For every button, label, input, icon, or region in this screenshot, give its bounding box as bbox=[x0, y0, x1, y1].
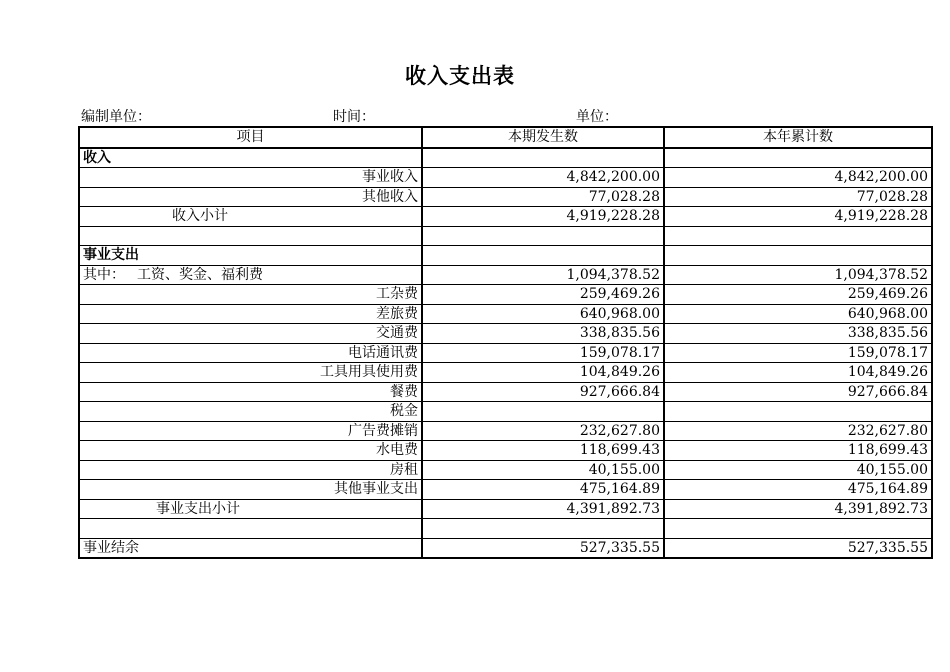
row-label: 广告费摊销 bbox=[79, 421, 422, 441]
empty-cell bbox=[664, 246, 932, 266]
row-label: 餐费 bbox=[79, 382, 422, 402]
row-label-prefix: 其中： bbox=[83, 266, 125, 283]
subtotal-label: 事业支出小计 bbox=[79, 499, 422, 519]
table-header-row bbox=[79, 127, 932, 148]
subtotal-period-value: 4,391,892.73 bbox=[422, 499, 664, 519]
row-ytd-value: 338,835.56 bbox=[664, 324, 932, 344]
row-label bbox=[79, 265, 422, 285]
row-ytd-value bbox=[664, 402, 932, 422]
row-label: 差旅费 bbox=[79, 304, 422, 324]
table-row bbox=[79, 382, 932, 402]
row-label: 工杂费 bbox=[79, 285, 422, 305]
row-label: 房租 bbox=[79, 460, 422, 480]
table-row bbox=[79, 421, 932, 441]
row-ytd-value: 259,469.26 bbox=[664, 285, 932, 305]
row-ytd-value: 159,078.17 bbox=[664, 343, 932, 363]
subtotal-ytd-value: 4,391,892.73 bbox=[664, 499, 932, 519]
table-row bbox=[79, 402, 932, 422]
subtotal-ytd-value: 4,919,228.28 bbox=[664, 207, 932, 227]
table-row bbox=[79, 480, 932, 500]
expense-section-row bbox=[79, 246, 932, 266]
row-period-value bbox=[422, 402, 664, 422]
row-ytd-value: 118,699.43 bbox=[664, 441, 932, 461]
table-row bbox=[79, 187, 932, 207]
empty-cell bbox=[422, 519, 664, 539]
table-row bbox=[79, 343, 932, 363]
table-row bbox=[79, 460, 932, 480]
empty-cell bbox=[664, 148, 932, 168]
table-row bbox=[79, 168, 932, 188]
balance-ytd-value: 527,335.55 bbox=[664, 538, 932, 558]
empty-cell bbox=[664, 226, 932, 246]
row-ytd-value: 927,666.84 bbox=[664, 382, 932, 402]
empty-cell bbox=[79, 519, 422, 539]
header-current-period: 本期发生数 bbox=[422, 127, 664, 148]
row-ytd-value: 1,094,378.52 bbox=[664, 265, 932, 285]
prepared-by-label: 编制单位： bbox=[81, 109, 151, 125]
row-label: 交通费 bbox=[79, 324, 422, 344]
page-title: 收入支出表 bbox=[405, 64, 515, 88]
row-label: 工具用具使用费 bbox=[79, 363, 422, 383]
expense-subtotal-row bbox=[79, 499, 932, 519]
row-ytd-value: 104,849.26 bbox=[664, 363, 932, 383]
table-row bbox=[79, 324, 932, 344]
row-period-value: 640,968.00 bbox=[422, 304, 664, 324]
row-period-value: 40,155.00 bbox=[422, 460, 664, 480]
row-period-value: 232,627.80 bbox=[422, 421, 664, 441]
row-period-value: 118,699.43 bbox=[422, 441, 664, 461]
row-ytd-value: 4,842,200.00 bbox=[664, 168, 932, 188]
row-period-value: 927,666.84 bbox=[422, 382, 664, 402]
empty-cell bbox=[664, 519, 932, 539]
income-expense-table bbox=[78, 126, 933, 559]
empty-cell bbox=[422, 246, 664, 266]
empty-cell bbox=[422, 148, 664, 168]
row-ytd-value: 40,155.00 bbox=[664, 460, 932, 480]
header-item: 项目 bbox=[79, 127, 422, 148]
row-period-value: 475,164.89 bbox=[422, 480, 664, 500]
row-period-value: 104,849.26 bbox=[422, 363, 664, 383]
table-row bbox=[79, 441, 932, 461]
subtotal-period-value: 4,919,228.28 bbox=[422, 207, 664, 227]
row-label-text: 工资、奖金、福利费 bbox=[137, 266, 263, 283]
balance-row bbox=[79, 538, 932, 558]
row-period-value: 4,842,200.00 bbox=[422, 168, 664, 188]
table-row bbox=[79, 304, 932, 324]
row-period-value: 259,469.26 bbox=[422, 285, 664, 305]
row-label: 水电费 bbox=[79, 441, 422, 461]
balance-period-value: 527,335.55 bbox=[422, 538, 664, 558]
row-period-value: 159,078.17 bbox=[422, 343, 664, 363]
balance-label: 事业结余 bbox=[79, 538, 422, 558]
header-year-to-date: 本年累计数 bbox=[664, 127, 932, 148]
row-label: 税金 bbox=[79, 402, 422, 422]
section-title-expense: 事业支出 bbox=[79, 246, 422, 266]
income-subtotal-row bbox=[79, 207, 932, 227]
income-section-row bbox=[79, 148, 932, 168]
currency-unit-label: 单位： bbox=[576, 109, 618, 125]
row-period-value: 77,028.28 bbox=[422, 187, 664, 207]
table-row bbox=[79, 285, 932, 305]
table-row bbox=[79, 265, 932, 285]
row-ytd-value: 475,164.89 bbox=[664, 480, 932, 500]
section-title-income: 收入 bbox=[79, 148, 422, 168]
empty-cell bbox=[422, 226, 664, 246]
empty-cell bbox=[79, 226, 422, 246]
subtotal-label: 收入小计 bbox=[79, 207, 422, 227]
row-period-value: 338,835.56 bbox=[422, 324, 664, 344]
row-ytd-value: 232,627.80 bbox=[664, 421, 932, 441]
row-ytd-value: 77,028.28 bbox=[664, 187, 932, 207]
row-label: 其他收入 bbox=[79, 187, 422, 207]
table-row bbox=[79, 363, 932, 383]
row-ytd-value: 640,968.00 bbox=[664, 304, 932, 324]
row-label: 事业收入 bbox=[79, 168, 422, 188]
row-period-value: 1,094,378.52 bbox=[422, 265, 664, 285]
blank-row bbox=[79, 226, 932, 246]
blank-row bbox=[79, 519, 932, 539]
row-label: 电话通讯费 bbox=[79, 343, 422, 363]
time-label: 时间： bbox=[333, 109, 375, 125]
row-label: 其他事业支出 bbox=[79, 480, 422, 500]
